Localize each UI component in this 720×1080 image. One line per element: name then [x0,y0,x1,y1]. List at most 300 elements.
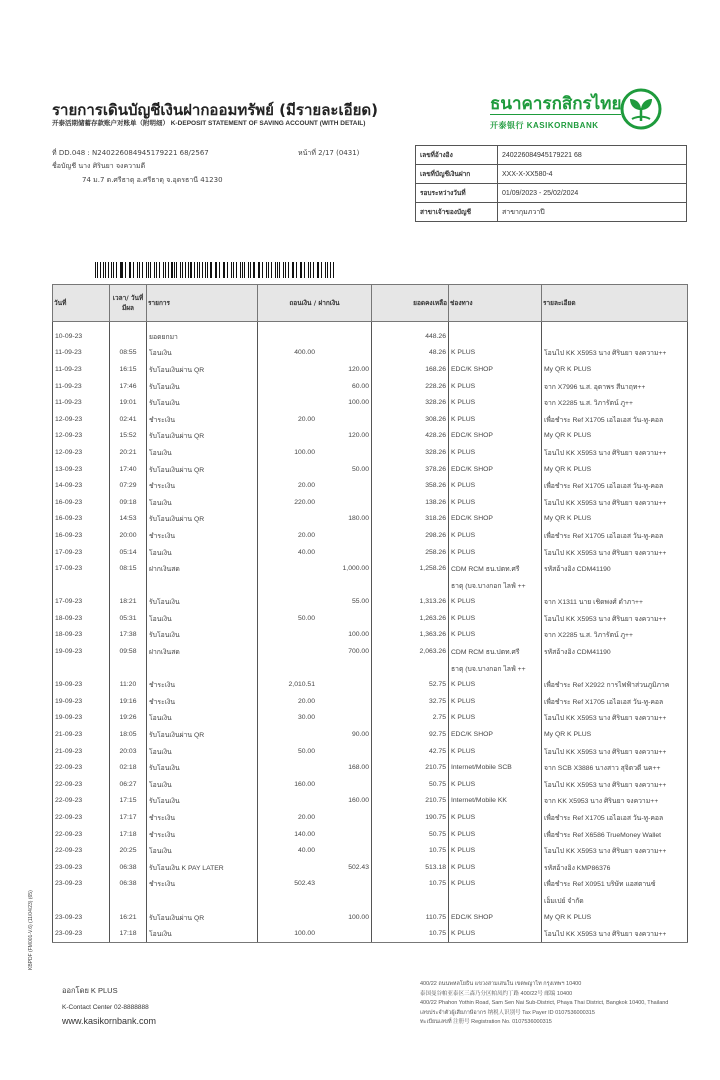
row-balance: 2,063.26 [372,643,449,660]
row-description: รับโอนเงินผ่าน QR [147,726,258,743]
row-description: รับโอนเงินผ่าน QR [147,361,258,378]
row-withdraw [258,909,318,926]
row-date: 17-09-23 [53,560,110,577]
contact-center: K-Contact Center 02-8888888 [62,1004,149,1011]
info-value: สาขากุมภวาปี [498,203,687,222]
table-header-row [53,285,688,322]
row-description: ฝากเงินสด [147,560,258,577]
row-withdraw [258,660,318,677]
row-description: ชำระเงิน [147,411,258,428]
barcode-bar [103,262,104,278]
barcode-bar [194,262,195,278]
info-row-period [416,184,687,203]
table-row [53,909,688,926]
row-channel: K PLUS [449,676,542,693]
row-detail: จาก KK X5953 นาง ศิรินยา จงความ++ [542,793,688,810]
row-time: 07:29 [110,477,147,494]
row-deposit: 60.00 [317,378,372,395]
row-description: ฝากเงินสด [147,643,258,660]
row-detail: My QR K PLUS [542,511,688,528]
row-date: 12-09-23 [53,411,110,428]
row-date: 22-09-23 [53,842,110,859]
row-withdraw: 20.00 [258,527,318,544]
row-detail: โอนไป KK X5953 นาง ศิรินยา จงความ++ [542,710,688,727]
row-channel: CDM RCM ธน.ปตท.ศรี [449,643,542,660]
row-balance: 50.75 [372,826,449,843]
tax-id-line: เลขประจำตัวผู้เสียภาษีอากร 纳税人识别号 Tax Payer ID 0107536000315 [420,1009,595,1016]
row-time [110,660,147,677]
bank-address-block [420,980,668,1028]
row-balance: 10.75 [372,842,449,859]
info-value: 240226084945179221 68 [498,146,687,165]
row-time: 09:18 [110,494,147,511]
barcode-bar [318,262,319,278]
row-time: 17:18 [110,826,147,843]
row-detail: โอนไป KK X5953 นาง ศิรินยา จงความ++ [542,842,688,859]
address-line: 400/22 ถนนพหลโยธิน แขวงสามเสนใน เขตพญาไท กรุงเทพฯ 10400 [420,981,582,987]
barcode-bar [258,262,259,278]
barcode-icon [95,262,335,278]
row-deposit: 55.00 [317,594,372,611]
row-date: 14-09-23 [53,477,110,494]
barcode-bar [207,262,208,278]
row-balance: 32.75 [372,693,449,710]
barcode-bar [165,262,166,278]
barcode-bar [125,262,126,278]
row-channel: K PLUS [449,594,542,611]
barcode-bar [268,262,269,278]
barcode-bar [293,262,294,278]
row-description: ยอดยกมา [147,322,258,345]
issued-by: ออกโดย K PLUS [62,986,118,995]
row-deposit [317,693,372,710]
row-balance: 308.26 [372,411,449,428]
table-row [53,859,688,876]
row-description: รับโอนเงินผ่าน QR [147,511,258,528]
row-deposit [317,322,372,345]
barcode-bar [224,262,225,278]
row-channel: K PLUS [449,693,542,710]
row-detail: เพื่อชำระ Ref X1705 เอไอเอส วัน-ทู-คอล [542,693,688,710]
row-description: รับโอนเงิน [147,394,258,411]
row-withdraw [258,793,318,810]
row-channel: K PLUS [449,776,542,793]
barcode-bar [197,262,198,278]
row-deposit: 1,000.00 [317,560,372,577]
table-row [53,361,688,378]
row-description: โอนเงิน [147,610,258,627]
barcode-bar [308,262,309,278]
table-row [53,776,688,793]
row-detail: จาก X1311 นาย เชิดพงศ์ ดำภา++ [542,594,688,611]
row-deposit: 50.00 [317,461,372,478]
barcode-bar [244,262,245,278]
table-row [53,345,688,362]
info-value: 01/09/2023 - 25/02/2024 [498,184,687,203]
row-channel: K PLUS [449,876,542,893]
barcode-bar [283,262,284,278]
barcode-bar [100,262,101,278]
barcode-bar [321,262,322,278]
row-time: 17:38 [110,627,147,644]
barcode-bar [210,262,212,278]
row-description [147,577,258,594]
row-deposit [317,577,372,594]
row-time: 17:18 [110,925,147,942]
row-channel: K PLUS [449,494,542,511]
info-row-reference [416,146,687,165]
row-time: 08:55 [110,345,147,362]
row-channel: K PLUS [449,394,542,411]
row-date: 11-09-23 [53,378,110,395]
table-row [53,394,688,411]
row-date: 19-09-23 [53,643,110,660]
info-label: เลขที่อ้างอิง [416,146,498,165]
row-deposit: 700.00 [317,643,372,660]
col-header-detail: รายละเอียด [542,285,688,322]
row-deposit [317,743,372,760]
barcode-bar [279,262,280,278]
row-time: 17:17 [110,809,147,826]
barcode-bar [304,262,305,278]
barcode-bar [277,262,278,278]
barcode-bar [240,262,241,278]
row-withdraw [258,394,318,411]
barcode-bar [185,262,186,278]
address-line: 泰国曼谷帕亚泰区三森乃分区帕凤约丁路 400/22号 邮编 10400 [420,990,573,997]
row-date: 21-09-23 [53,726,110,743]
barcode-bar [227,262,228,278]
barcode-bar [121,262,123,278]
table-row [53,710,688,727]
row-detail: โอนไป KK X5953 นาง ศิรินยา จงความ++ [542,494,688,511]
row-description: โอนเงิน [147,776,258,793]
row-withdraw: 2,010.51 [258,676,318,693]
row-date: 19-09-23 [53,676,110,693]
row-withdraw [258,627,318,644]
row-time: 20:21 [110,444,147,461]
row-time: 19:16 [110,693,147,710]
row-time: 15:52 [110,428,147,445]
table-row [53,610,688,627]
bank-name-english: 开泰银行 KASIKORNBANK [490,121,599,130]
row-deposit: 502.43 [317,859,372,876]
barcode-bar [233,262,235,278]
statement-title: รายการเดินบัญชีเงินฝากออมทรัพย์ (มีรายละเอียด) [52,101,378,119]
row-channel: EDC/K SHOP [449,511,542,528]
row-deposit [317,826,372,843]
row-channel: K PLUS [449,477,542,494]
row-time: 05:14 [110,544,147,561]
row-detail: โอนไป KK X5953 นาง ศิรินยา จงความ++ [542,345,688,362]
barcode-bar [163,262,165,278]
row-deposit: 100.00 [317,394,372,411]
info-label: เลขที่บัญชีเงินฝาก [416,165,498,184]
row-date: 21-09-23 [53,743,110,760]
row-withdraw [258,560,318,577]
row-deposit: 168.00 [317,759,372,776]
row-detail: โอนไป KK X5953 นาง ศิรินยา จงความ++ [542,610,688,627]
address-line: 400/22 Phahon Yothin Road, Sam Sen Nai Sub-District, Phaya Thai District, Bangkok 10400, Thailand [420,1000,669,1006]
account-info-box [415,145,687,222]
row-deposit [317,842,372,859]
row-withdraw: 40.00 [258,842,318,859]
row-date: 18-09-23 [53,610,110,627]
barcode-bar [116,262,117,278]
table-row [53,643,688,660]
table-row [53,892,688,909]
barcode-bar [171,262,172,278]
row-time: 09:58 [110,643,147,660]
row-date: 13-09-23 [53,461,110,478]
barcode-bar [219,262,220,278]
row-deposit [317,776,372,793]
barcode-bar [130,262,131,278]
row-time: 02:18 [110,759,147,776]
row-date [53,892,110,909]
row-deposit [317,411,372,428]
table-row [53,876,688,893]
bank-name-thai: ธนาคารกสิกรไทย [490,94,622,114]
col-header-withdraw-deposit: ถอนเงิน / ฝากเงิน [258,285,372,322]
row-description: โอนเงิน [147,444,258,461]
row-balance: 1,363.26 [372,627,449,644]
row-withdraw [258,461,318,478]
row-time: 20:25 [110,842,147,859]
row-deposit [317,610,372,627]
barcode-bar [111,262,112,278]
row-balance: 428.26 [372,428,449,445]
row-time: 19:26 [110,710,147,727]
row-date: 12-09-23 [53,444,110,461]
website-link[interactable]: www.kasikornbank.com [62,1016,157,1026]
row-date: 23-09-23 [53,925,110,942]
row-deposit: 120.00 [317,428,372,445]
barcode-bar [242,262,243,278]
row-withdraw: 100.00 [258,925,318,942]
row-withdraw [258,361,318,378]
row-balance: 190.75 [372,809,449,826]
row-time [110,577,147,594]
row-detail: โอนไป KK X5953 นาง ศิรินยา จงความ++ [542,925,688,942]
row-description: โอนเงิน [147,494,258,511]
table-row [53,627,688,644]
row-withdraw: 100.00 [258,444,318,461]
row-withdraw [258,859,318,876]
col-header-balance: ยอดคงเหลือ [372,285,449,322]
row-balance: 513.18 [372,859,449,876]
table-row [53,660,688,677]
row-channel: Internet/Mobile KK [449,793,542,810]
row-date [53,577,110,594]
row-balance [372,892,449,909]
row-description: ชำระเงิน [147,477,258,494]
row-time: 19:01 [110,394,147,411]
row-balance [372,577,449,594]
row-withdraw: 400.00 [258,345,318,362]
row-date: 18-09-23 [53,627,110,644]
row-balance: 52.75 [372,676,449,693]
row-description: รับโอนเงินผ่าน QR [147,909,258,926]
barcode-bar [156,262,157,278]
barcode-bar [97,262,98,278]
row-channel: K PLUS [449,544,542,561]
row-detail: เพื่อชำระ Ref X1705 เอไอเอส วัน-ทู-คอล [542,411,688,428]
barcode-bar [262,262,263,278]
table-row [53,428,688,445]
row-description: ชำระเงิน [147,693,258,710]
row-description: ชำระเงิน [147,676,258,693]
barcode-bar [296,262,297,278]
statement-subtitle: 开泰活期储蓄存款账户对账单（附明细） K-DEPOSIT STATEMENT OF SAVING ACCOUNT (WITH DETAIL) [52,120,366,127]
barcode-bar [154,262,155,278]
row-detail [542,577,688,594]
table-row [53,726,688,743]
row-balance: 168.26 [372,361,449,378]
row-deposit [317,892,372,909]
row-withdraw [258,594,318,611]
row-channel: K PLUS [449,627,542,644]
row-channel: K PLUS [449,378,542,395]
table-row [53,411,688,428]
barcode-bar [133,262,134,278]
barcode-bar [113,262,114,278]
row-detail [542,660,688,677]
row-deposit: 100.00 [317,909,372,926]
row-balance: 298.26 [372,527,449,544]
barcode-bar [108,262,109,278]
barcode-bar [105,262,106,278]
barcode-bar [188,262,189,278]
row-channel: ธาตุ (บจ.บางกอก ไลฟ์ ++ [449,660,542,677]
row-date: 23-09-23 [53,909,110,926]
table-row [53,477,688,494]
row-deposit [317,527,372,544]
row-time: 11:20 [110,676,147,693]
barcode-bar [310,262,312,278]
row-balance: 92.75 [372,726,449,743]
barcode-bar [202,262,203,278]
row-balance: 48.26 [372,345,449,362]
table-row [53,925,688,942]
barcode-bar [142,262,144,278]
row-date: 17-09-23 [53,594,110,611]
info-value: XXX-X-XX580-4 [498,165,687,184]
row-balance: 42.75 [372,743,449,760]
row-balance: 228.26 [372,378,449,395]
row-balance: 448.26 [372,322,449,345]
barcode-bar [248,262,249,278]
barcode-bar [266,262,267,278]
barcode-bar [216,262,217,278]
row-date: 11-09-23 [53,361,110,378]
row-withdraw: 20.00 [258,809,318,826]
row-detail: รหัสอ้างอิง CDM41190 [542,643,688,660]
row-deposit [317,710,372,727]
row-withdraw [258,726,318,743]
row-balance: 358.26 [372,477,449,494]
row-channel: CDM RCM ธน.ปตท.ศรี [449,560,542,577]
barcode-bar [236,262,237,278]
row-withdraw: 220.00 [258,494,318,511]
row-description: โอนเงิน [147,743,258,760]
row-channel: EDC/K SHOP [449,428,542,445]
row-deposit: 120.00 [317,361,372,378]
barcode-bar [330,262,331,278]
row-detail: โอนไป KK X5953 นาง ศิรินยา จงความ++ [542,776,688,793]
row-description: รับโอนเงิน K PAY LATER [147,859,258,876]
barcode-bar [168,262,169,278]
row-channel: K PLUS [449,345,542,362]
barcode-bar [300,262,301,278]
row-date: 23-09-23 [53,859,110,876]
row-time: 18:21 [110,594,147,611]
row-withdraw: 20.00 [258,693,318,710]
barcode-bar [174,262,175,278]
table-row [53,759,688,776]
row-date: 22-09-23 [53,809,110,826]
barcode-bar [120,262,121,278]
row-date: 22-09-23 [53,759,110,776]
info-row-branch [416,203,687,222]
row-date: 16-09-23 [53,527,110,544]
row-channel: K PLUS [449,444,542,461]
row-date: 22-09-23 [53,776,110,793]
row-time: 06:38 [110,859,147,876]
row-balance: 328.26 [372,394,449,411]
row-deposit: 160.00 [317,793,372,810]
row-balance: 210.75 [372,793,449,810]
row-detail: จาก SCB X3886 นางสาว สุจิตวดี นค++ [542,759,688,776]
table-row [53,743,688,760]
row-withdraw [258,643,318,660]
row-time: 17:46 [110,378,147,395]
row-description: ชำระเงิน [147,826,258,843]
row-balance: 210.75 [372,759,449,776]
row-deposit [317,876,372,893]
barcode-bar [253,262,255,278]
row-date: 11-09-23 [53,345,110,362]
row-balance: 258.26 [372,544,449,561]
row-detail: รหัสอ้างอิง KMP86376 [542,859,688,876]
barcode-bar [148,262,149,278]
row-channel: K PLUS [449,809,542,826]
row-withdraw: 40.00 [258,544,318,561]
row-channel [449,322,542,345]
barcode-bar [292,262,293,278]
table-row [53,461,688,478]
row-channel: K PLUS [449,411,542,428]
info-row-account-number [416,165,687,184]
row-balance: 378.26 [372,461,449,478]
row-withdraw: 160.00 [258,776,318,793]
row-detail: จาก X2285 น.ส. วิภารัตน์ ภู++ [542,394,688,411]
row-time: 06:38 [110,876,147,893]
row-channel: EDC/K SHOP [449,361,542,378]
barcode-bar [139,262,140,278]
row-description [147,660,258,677]
row-detail: เพื่อชำระ Ref X1705 เอไอเอส วัน-ทู-คอล [542,809,688,826]
row-time: 06:27 [110,776,147,793]
row-detail: โอนไป KK X5953 นาง ศิรินยา จงความ++ [542,444,688,461]
table-row [53,676,688,693]
col-header-description: รายการ [147,285,258,322]
row-time: 05:31 [110,610,147,627]
row-deposit: 90.00 [317,726,372,743]
row-deposit [317,345,372,362]
row-time: 16:15 [110,361,147,378]
table-row [53,322,688,345]
